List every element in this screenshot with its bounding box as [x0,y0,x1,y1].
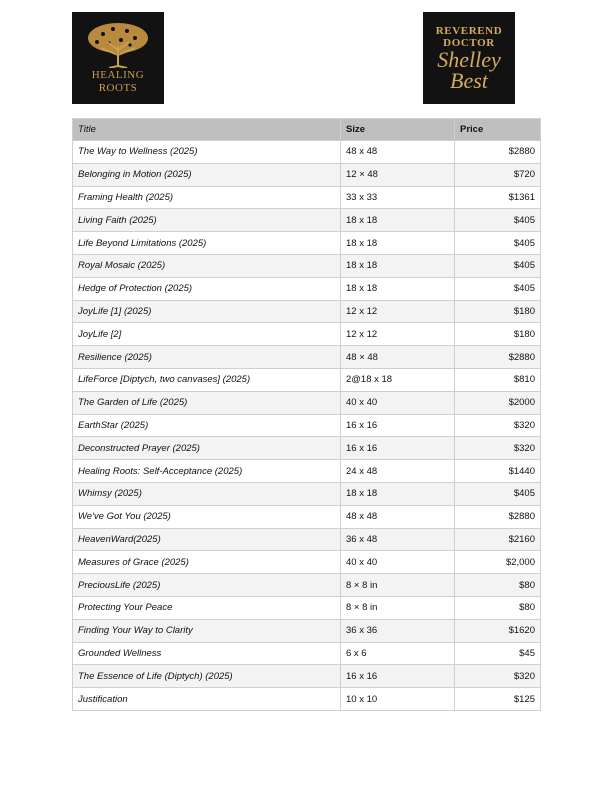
title-cell: Whimsy (2025) [73,482,341,505]
size-cell: 36 x 36 [341,619,455,642]
logo-text-roots: ROOTS [98,82,138,94]
price-cell: $45 [455,642,541,665]
table-row [73,368,541,391]
price-cell: $180 [455,323,541,346]
title-cell: Royal Mosaic (2025) [73,254,341,277]
artwork-price-table [72,118,541,711]
price-cell: $125 [455,688,541,711]
title-cell: Measures of Grace (2025) [73,551,341,574]
title-cell: Framing Health (2025) [73,186,341,209]
title-cell: Healing Roots: Self-Acceptance (2025) [73,460,341,483]
size-cell: 36 x 48 [341,528,455,551]
table-row [73,437,541,460]
title-cell: HeavenWard(2025) [73,528,341,551]
table-row [73,482,541,505]
price-cell: $320 [455,414,541,437]
title-cell: LifeForce [Diptych, two canvases] (2025) [73,368,341,391]
table-row [73,163,541,186]
title-cell: Life Beyond Limitations (2025) [73,232,341,255]
price-cell: $720 [455,163,541,186]
size-cell: 12 × 48 [341,163,455,186]
size-cell: 40 x 40 [341,391,455,414]
price-cell: $80 [455,596,541,619]
size-cell: 2@18 x 18 [341,368,455,391]
price-cell: $2880 [455,141,541,164]
table-row [73,414,541,437]
logo-text-doctor: DOCTOR [443,37,495,49]
size-cell: 16 x 16 [341,437,455,460]
title-cell: PreciousLife (2025) [73,574,341,597]
table-row [73,460,541,483]
price-cell: $2880 [455,346,541,369]
title-cell: JoyLife [2] [73,323,341,346]
size-cell: 18 x 18 [341,254,455,277]
title-cell: Resilience (2025) [73,346,341,369]
table-row [73,596,541,619]
title-cell: Justification [73,688,341,711]
price-cell: $2160 [455,528,541,551]
logo-text-healing: HEALING [91,69,145,81]
table-row [73,505,541,528]
size-cell: 12 x 12 [341,300,455,323]
price-cell: $405 [455,232,541,255]
size-cell: 16 x 16 [341,414,455,437]
table-row [73,346,541,369]
table-row [73,186,541,209]
table-row [73,323,541,346]
price-cell: $180 [455,300,541,323]
price-cell: $405 [455,209,541,232]
logo-text-reverend: REVEREND [435,25,503,37]
price-cell: $320 [455,665,541,688]
table-row [73,391,541,414]
size-cell: 6 x 6 [341,642,455,665]
size-cell: 48 × 48 [341,346,455,369]
header-size: Size [341,119,455,141]
table-row [73,277,541,300]
size-cell: 10 x 10 [341,688,455,711]
table-row [73,551,541,574]
table-header-row [73,119,541,141]
table-row [73,688,541,711]
size-cell: 18 x 18 [341,209,455,232]
price-cell: $320 [455,437,541,460]
price-cell: $80 [455,574,541,597]
header-price: Price [455,119,541,141]
title-cell: Hedge of Protection (2025) [73,277,341,300]
title-cell: Protecting Your Peace [73,596,341,619]
size-cell: 18 x 18 [341,232,455,255]
size-cell: 40 x 40 [341,551,455,574]
header-title: Title [73,119,341,141]
title-cell: The Way to Wellness (2025) [73,141,341,164]
price-cell: $810 [455,368,541,391]
title-cell: JoyLife [1] (2025) [73,300,341,323]
table-row [73,254,541,277]
size-cell: 8 × 8 in [341,574,455,597]
size-cell: 18 x 18 [341,482,455,505]
tree-icon [83,22,153,68]
price-cell: $2,000 [455,551,541,574]
size-cell: 48 x 48 [341,141,455,164]
price-cell: $1620 [455,619,541,642]
logo-text-best: Best [450,68,488,93]
price-cell: $405 [455,482,541,505]
title-cell: Grounded Wellness [73,642,341,665]
title-cell: The Essence of Life (Diptych) (2025) [73,665,341,688]
title-cell: Belonging in Motion (2025) [73,163,341,186]
title-cell: Finding Your Way to Clarity [73,619,341,642]
table-row [73,528,541,551]
table-row [73,141,541,164]
size-cell: 8 × 8 in [341,596,455,619]
size-cell: 16 x 16 [341,665,455,688]
table-row [73,642,541,665]
table-row [73,209,541,232]
size-cell: 24 x 48 [341,460,455,483]
price-cell: $405 [455,277,541,300]
healing-roots-logo [72,12,164,104]
reverend-doctor-logo [423,12,515,104]
logo-text-shelley: Shelley [437,47,501,72]
price-cell: $405 [455,254,541,277]
title-cell: EarthStar (2025) [73,414,341,437]
price-cell: $1361 [455,186,541,209]
table-row [73,665,541,688]
table-row [73,232,541,255]
price-cell: $2000 [455,391,541,414]
title-cell: Deconstructed Prayer (2025) [73,437,341,460]
size-cell: 48 x 48 [341,505,455,528]
title-cell: The Garden of Life (2025) [73,391,341,414]
title-cell: Living Faith (2025) [73,209,341,232]
size-cell: 18 x 18 [341,277,455,300]
price-cell: $1440 [455,460,541,483]
table-row [73,300,541,323]
price-cell: $2880 [455,505,541,528]
table-row [73,574,541,597]
size-cell: 33 x 33 [341,186,455,209]
table-row [73,619,541,642]
size-cell: 12 x 12 [341,323,455,346]
title-cell: We've Got You (2025) [73,505,341,528]
